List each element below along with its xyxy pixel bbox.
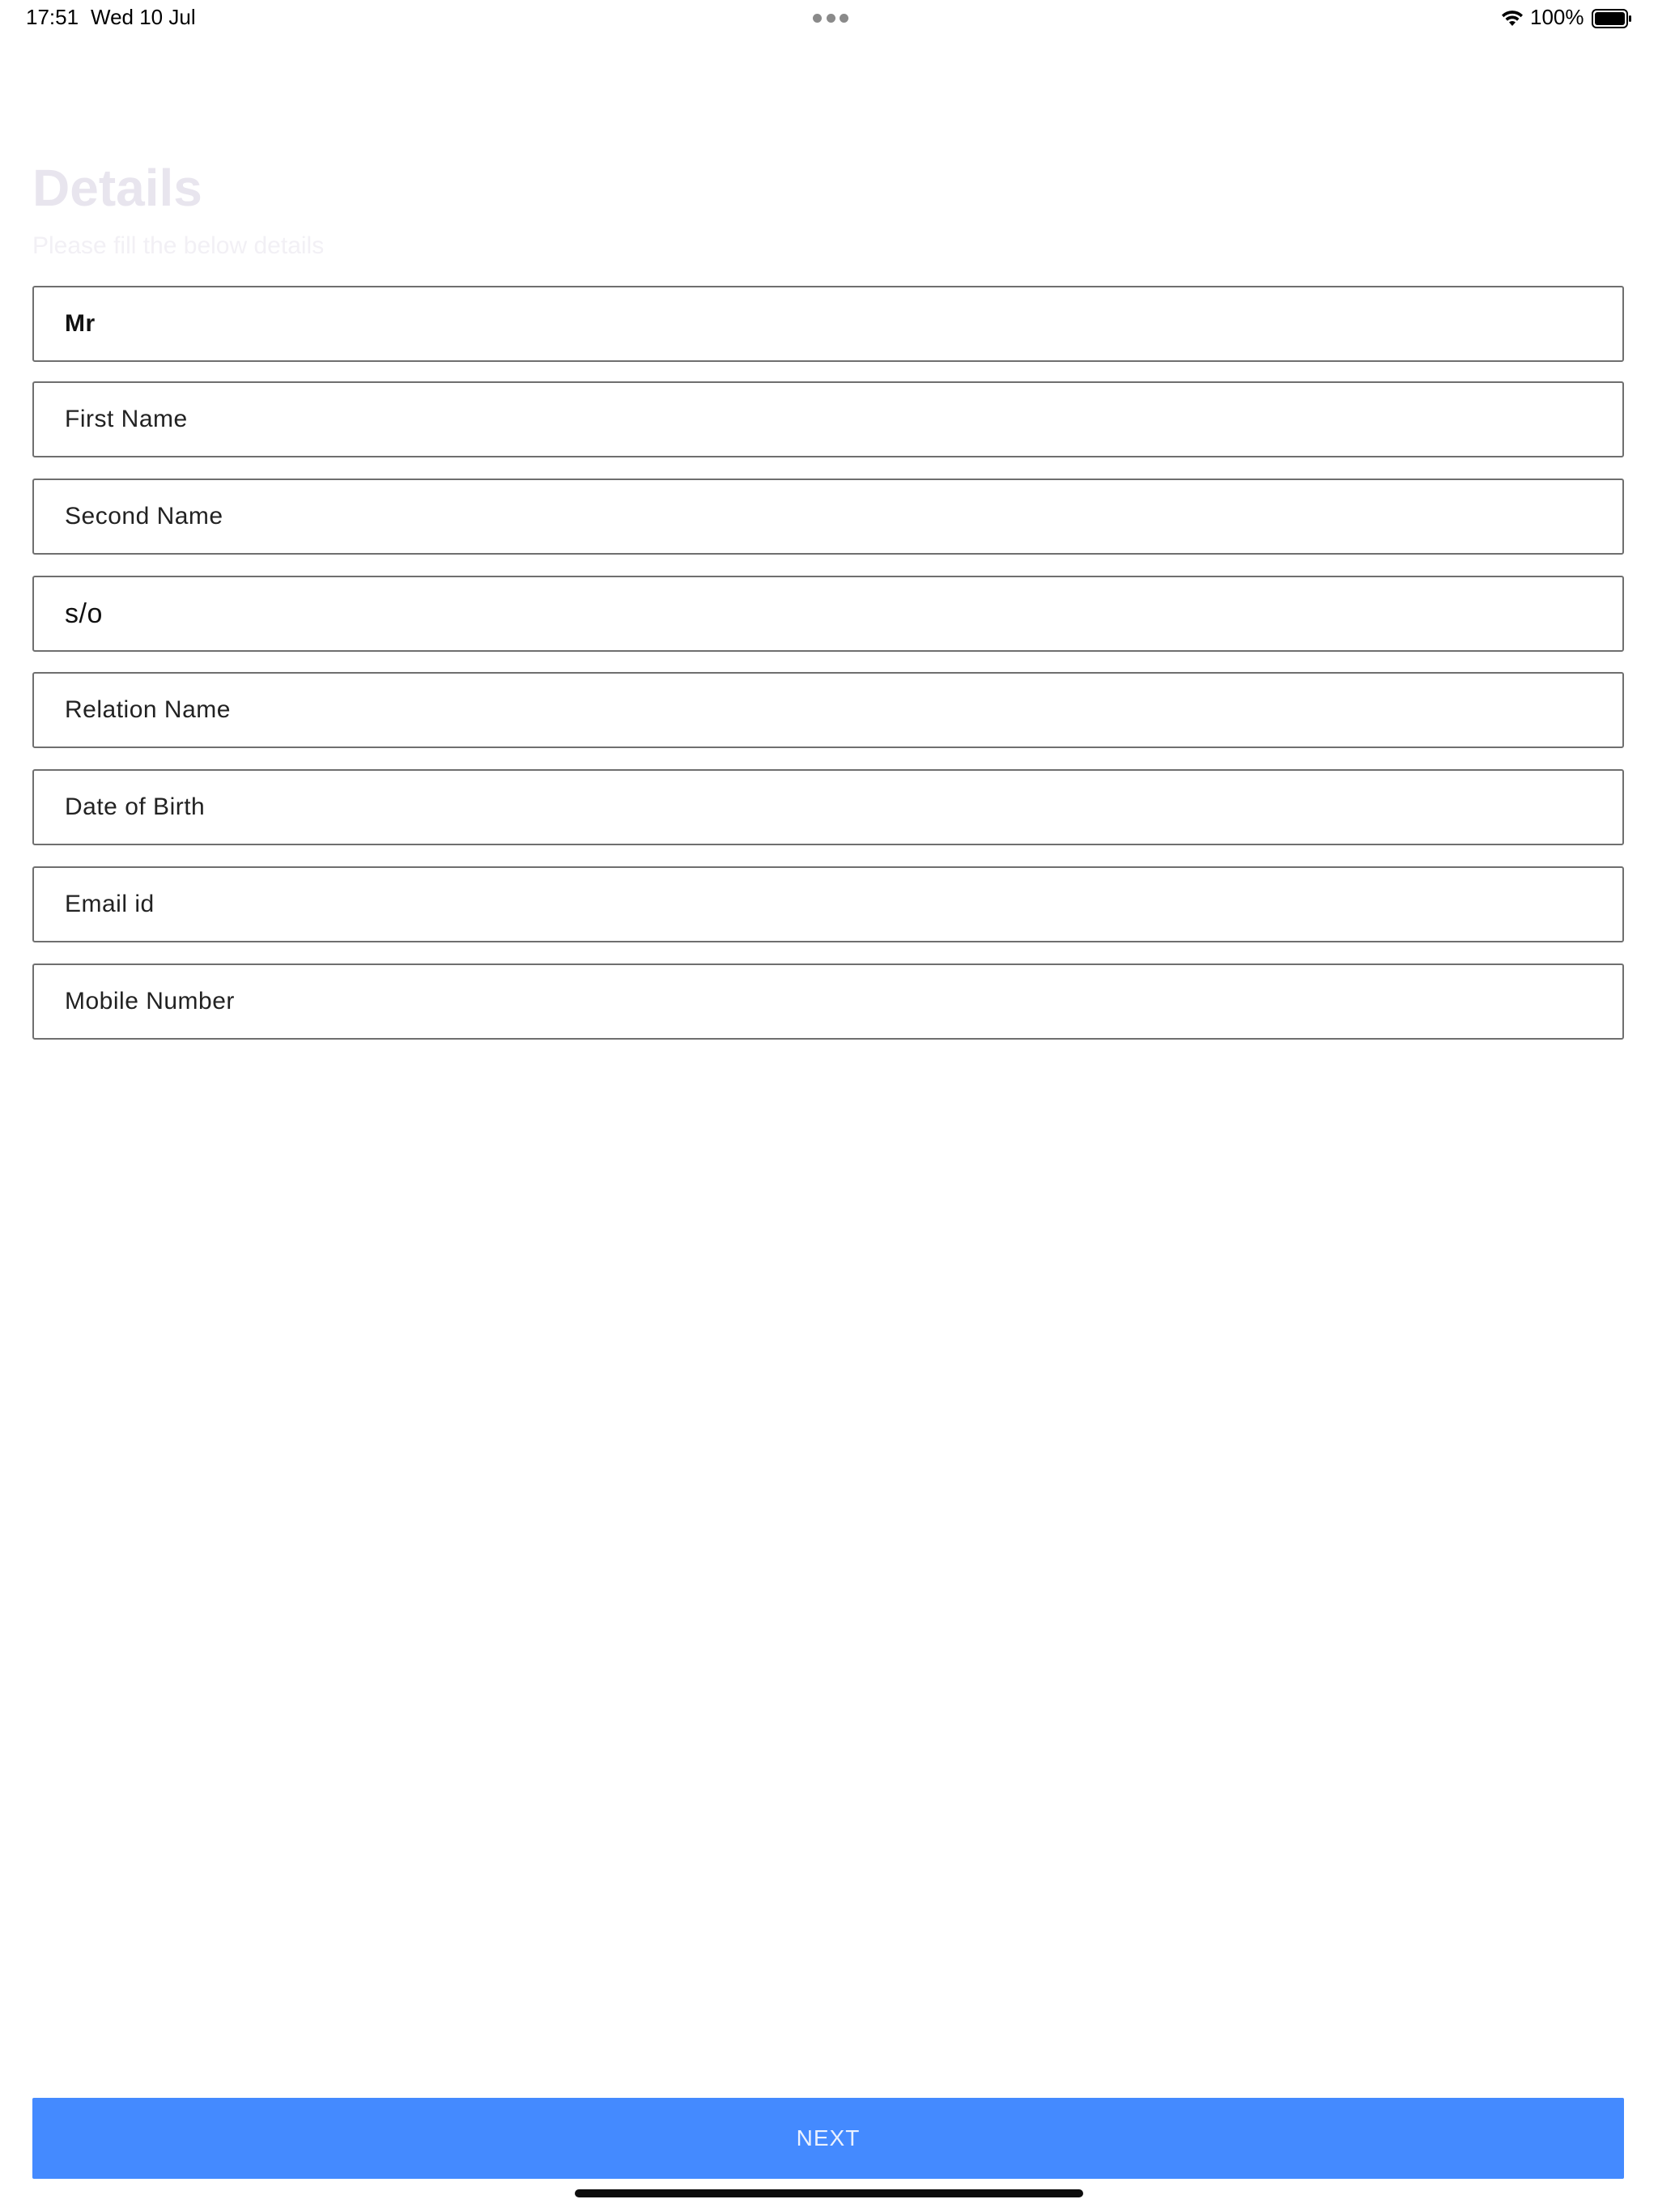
title-select[interactable]: Mr — [32, 286, 1624, 362]
second-name-field[interactable]: Second Name — [32, 479, 1624, 555]
page-title: Details — [32, 159, 202, 217]
multitask-dots-icon[interactable] — [813, 13, 848, 23]
first-name-field[interactable]: First Name — [32, 381, 1624, 457]
battery-percentage: 100% — [1530, 5, 1584, 29]
home-indicator[interactable] — [575, 2189, 1083, 2197]
date-of-birth-field[interactable]: Date of Birth — [32, 769, 1624, 845]
wifi-icon — [1499, 8, 1525, 28]
next-button[interactable]: NEXT — [32, 2098, 1624, 2179]
page-subtitle: Please fill the below details — [32, 232, 325, 259]
relation-select[interactable]: s/o — [32, 576, 1624, 652]
battery-icon — [1592, 8, 1632, 29]
mobile-number-field[interactable]: Mobile Number — [32, 963, 1624, 1040]
relation-name-field[interactable]: Relation Name — [32, 672, 1624, 748]
status-bar — [0, 0, 1658, 40]
email-field[interactable]: Email id — [32, 866, 1624, 942]
status-time: 17:51 — [26, 5, 79, 29]
status-date: Wed 10 Jul — [91, 5, 196, 29]
